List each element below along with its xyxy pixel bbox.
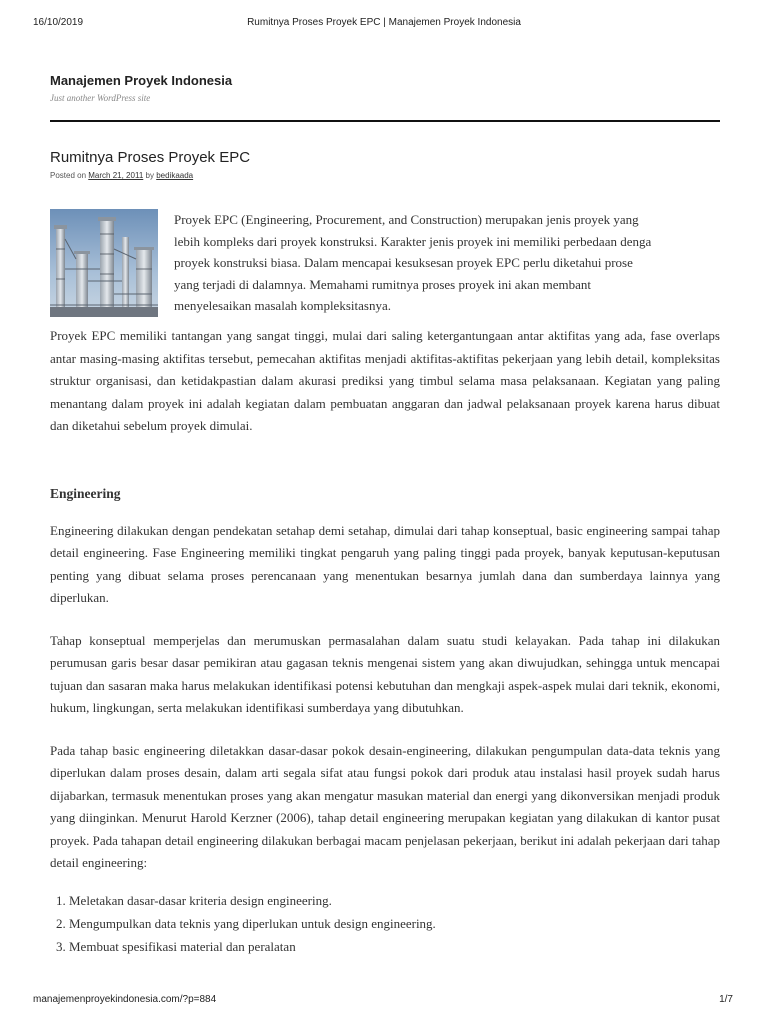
intro-line: proyek konstruksi biasa. Dalam mencapai kesuksesan proyek EPC perlu diketahui prose bbox=[174, 255, 633, 270]
site-title-link[interactable]: Manajemen Proyek Indonesia bbox=[50, 73, 233, 88]
paragraph-engineering: Engineering dilakukan dengan pendekatan setahap demi setahap, dimulai dari tahap konseptual, basic engineering sampai tahap detail engineering. Fase Engineering memiliki tingkat pengaruh yang paling tinggi pada proyek, banyak keputusan-keputusan penting yang dibuat selama proses perencanaan yang menentukan besarnya jumlah dana dan sumberdaya lainnya yang diperlukan. bbox=[50, 522, 720, 605]
print-date: 16/10/2019 bbox=[33, 17, 84, 28]
page-number: 1/7 bbox=[719, 994, 733, 1005]
detail-engineering-list bbox=[50, 889, 720, 958]
intro-line: Proyek EPC (Engineering, Procurement, and Construction) merupakan jenis proyek yang bbox=[174, 212, 639, 227]
intro-paragraph bbox=[174, 209, 718, 317]
section-heading-engineering: Engineering bbox=[50, 485, 121, 501]
list-item: 3. Membuat spesifikasi material dan peralatan bbox=[69, 935, 720, 958]
intro-line: yang terjadi di dalamnya. Memahami rumitnya proses proyek ini akan membant bbox=[174, 276, 591, 292]
site-description: Just another WordPress site bbox=[50, 93, 151, 103]
paragraph-conceptual: Tahap konseptual memperjelas dan merumuskan permasalahan dalam suatu studi kelayakan. Pada tahap ini dilakukan perumusan garis besar dasar pemikiran atau gagasan teknis mengenai sistem yang akan diwujudkan, sehingga untuk mencapai tujuan dan sasaran maka harus melakukan identifikasi potensi kebutuhan dan mengkaji aspek-aspek mulai dari teknik, ekonomi, hukum, lingkungan, serta melakukan identifikasi sumberdaya yang dibutuhkan. bbox=[50, 632, 720, 715]
post-content bbox=[50, 209, 720, 958]
print-url: manajemenproyekindonesia.com/?p=884 bbox=[33, 994, 217, 1005]
post-author-link[interactable]: bedikaada bbox=[156, 171, 194, 180]
post-date-link[interactable]: March 21, 2011 bbox=[88, 171, 144, 180]
by-label: by bbox=[145, 171, 154, 180]
intro-line: lebih kompleks dari proyek konstruksi. Karakter jenis proyek ini memiliki perbedaan denga bbox=[174, 233, 652, 249]
post-title: Rumitnya Proses Proyek EPC bbox=[50, 149, 251, 166]
paragraph-basic-engineering: Pada tahap basic engineering diletakkan dasar-dasar pokok desain-engineering, dilakukan pengumpulan data-data teknis yang diperlukan dalam proses desain, dalam arti segala sifat atau fungsi pokok dari produk atau instalasi hasil proyek sudah harus dijabarkan, termasuk menentukan proses yang akan mengatur masukan material dan energi yang dikonversikan menjadi produk yang diinginkan. Menurut Harold Kerzner (2006), tahap detail engineering merupakan kegiatan yang dilakukan di kantor pusat proyek. Pada tahapan detail engineering dilakukan berbagai macam penjelasan pekerjaan, berikut ini adalah pekerjaan dari tahap detail engineering: bbox=[50, 742, 720, 870]
site-header bbox=[50, 73, 720, 103]
intro-line: menyelesaikan masalah kompleksitasnya. bbox=[174, 298, 391, 313]
print-footer bbox=[33, 994, 735, 1008]
posted-on-label: Posted on bbox=[50, 171, 87, 180]
intro-block bbox=[50, 209, 720, 319]
list-item: 2. Mengumpulkan data teknis yang diperlukan untuk design engineering. bbox=[69, 912, 720, 935]
post-meta bbox=[50, 170, 720, 182]
post-article bbox=[50, 148, 720, 958]
print-page-title: Rumitnya Proses Proyek EPC | Manajemen Proyek Indonesia bbox=[247, 17, 521, 28]
list-item: 1. Meletakan dasar-dasar kriteria design engineering. bbox=[69, 889, 720, 912]
header-divider bbox=[50, 120, 720, 122]
paragraph-challenges: Proyek EPC memiliki tantangan yang sangat tinggi, mulai dari saling ketergantungaan antar aktifitas yang ada, fase overlaps antar masing-masing aktifitas tersebut, pemecahan aktifitas menjadi aktifitas-aktifitas pekerjaan yang lebih detail, kompleksitas struktur organisasi, dan ketidakpastian dalam akurasi prediksi yang timbul selama masa pelaksanaan. Kegiatan yang paling menantang dalam proyek ini adalah kegiatan dalam pembuatan anggaran dan jadwal pelaksanaan proyek karena harus dibuat dan diketahui sebelum proyek dimulai. bbox=[50, 328, 720, 433]
refinery-image bbox=[50, 209, 158, 317]
print-header bbox=[33, 17, 735, 31]
